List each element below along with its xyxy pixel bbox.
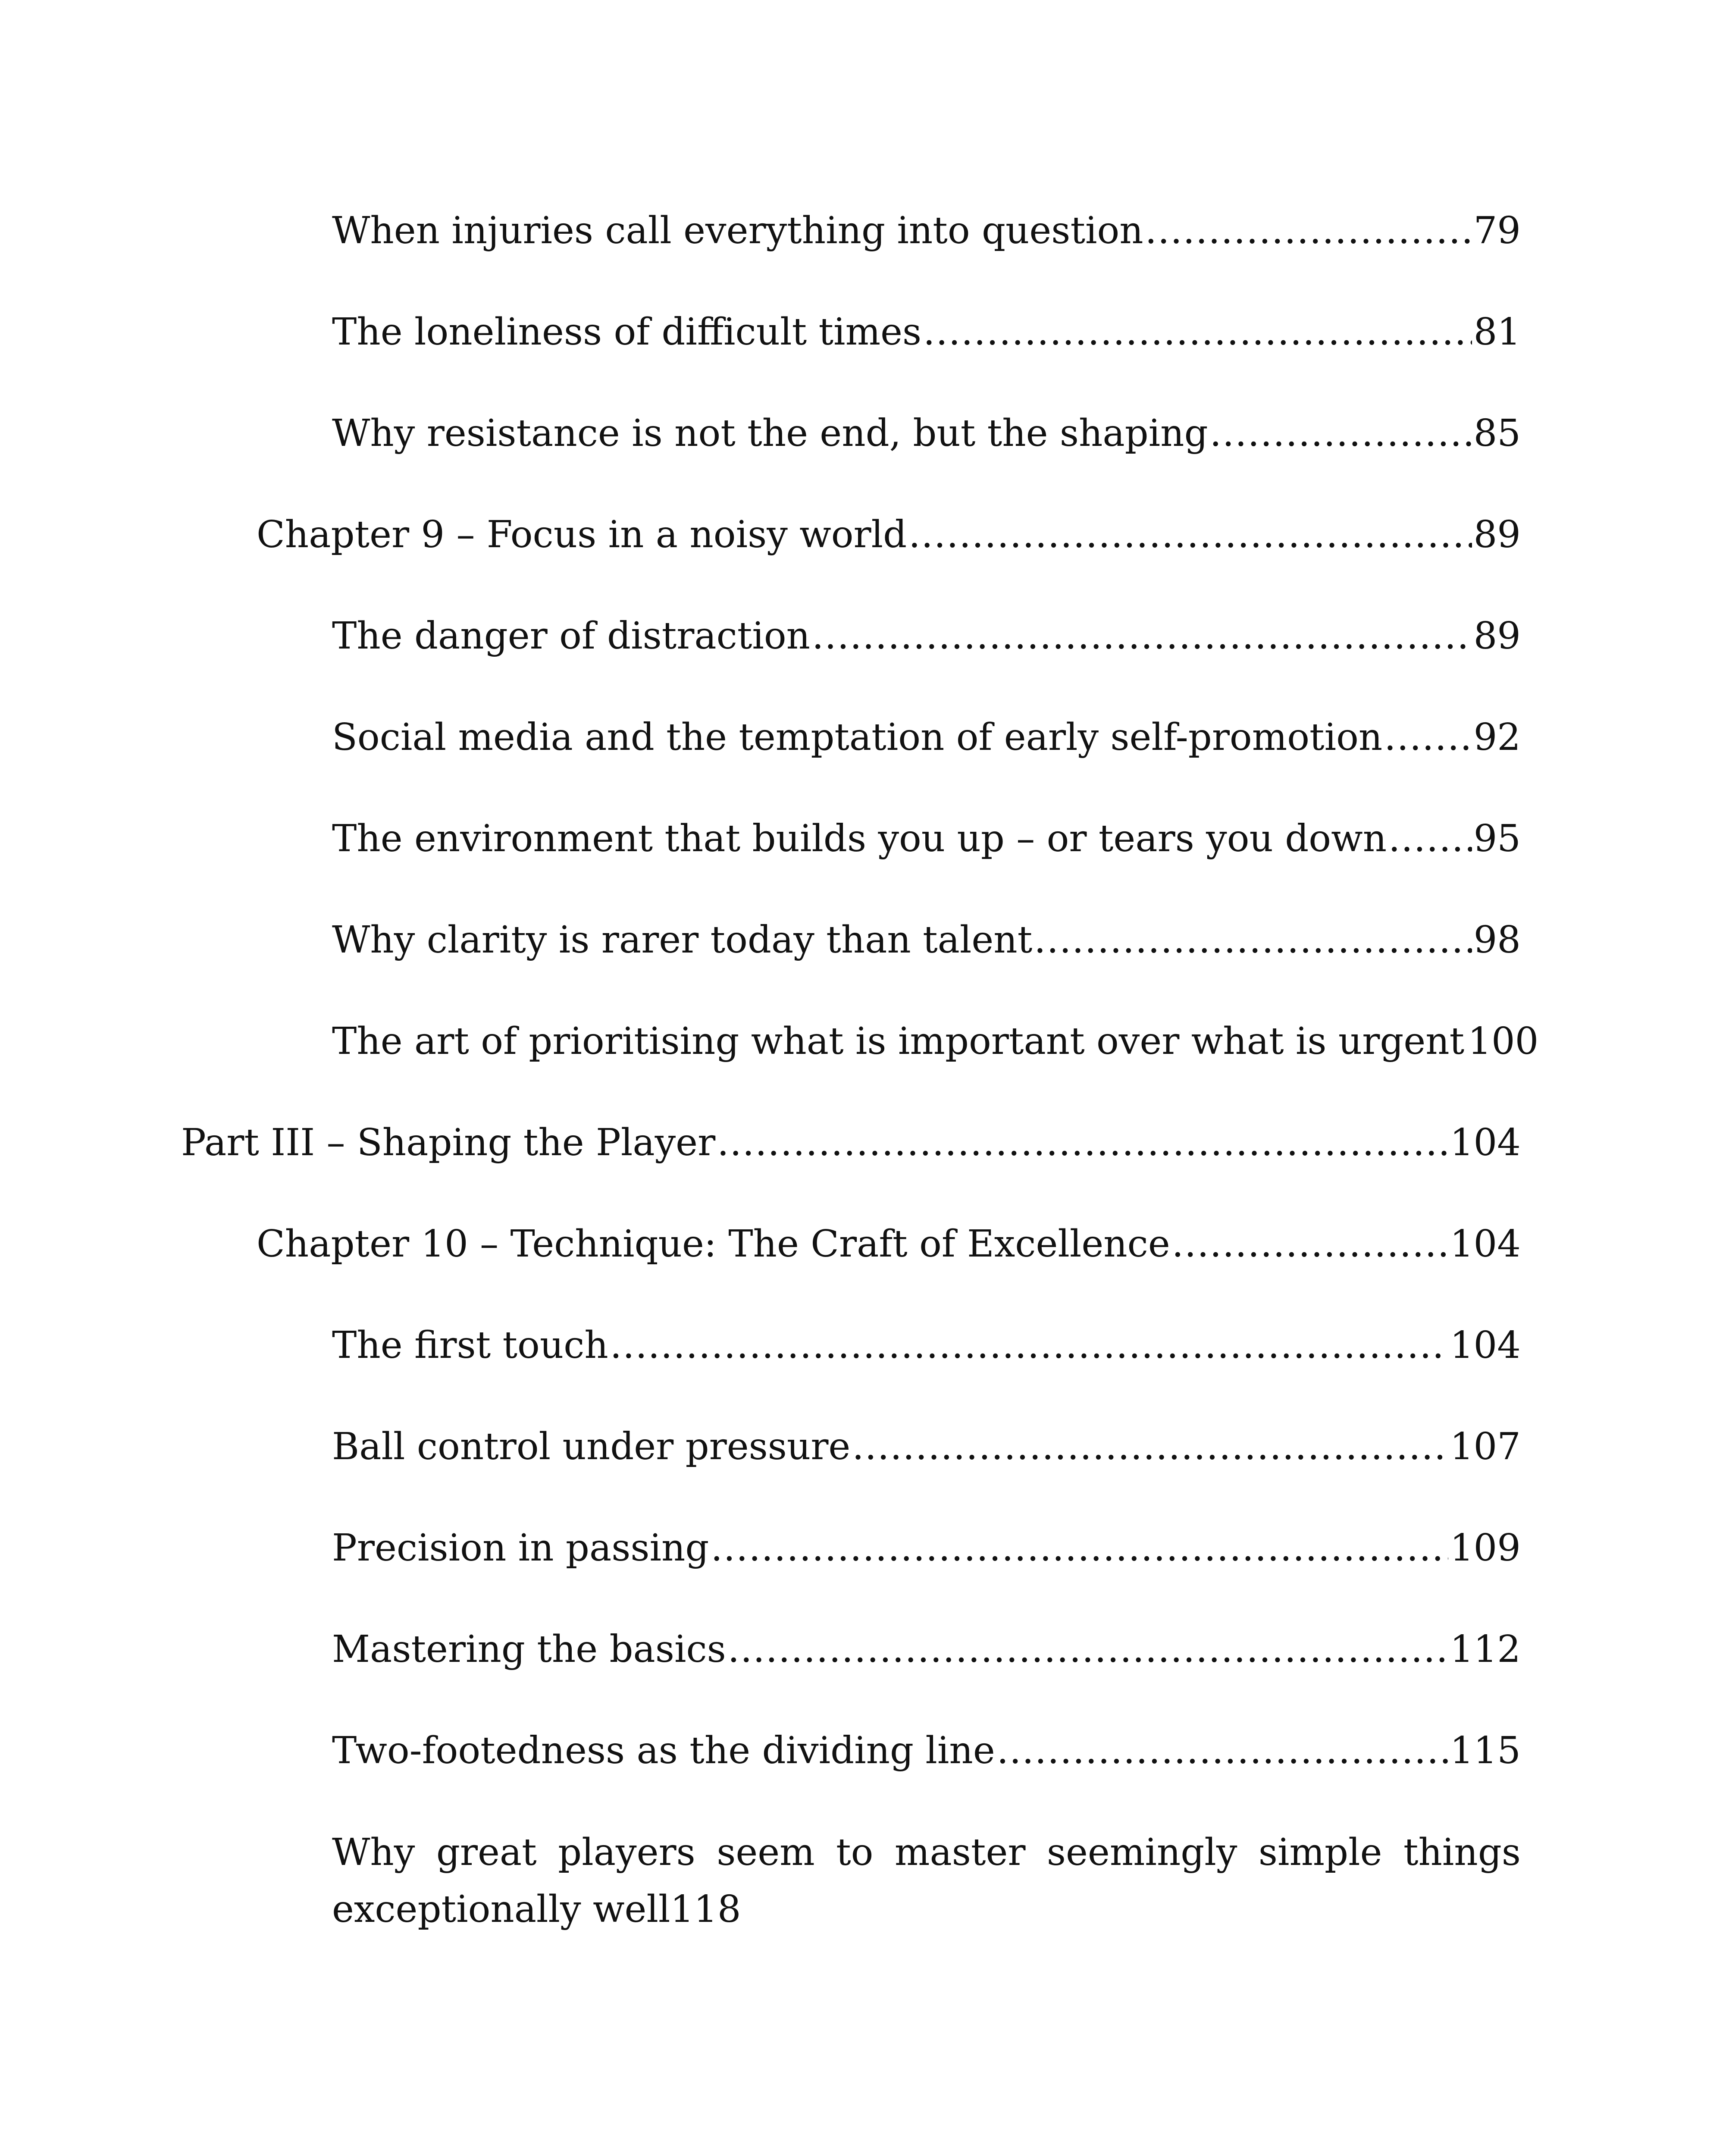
toc-entry-page: 118: [670, 1888, 741, 1931]
toc-entry-title: Chapter 9 – Focus in a noisy world: [257, 513, 907, 556]
toc-entry[interactable]: [332, 1020, 1539, 1063]
toc-entry-page: 95: [1473, 817, 1521, 860]
toc-entry-title-line2-row: [332, 1881, 1521, 1938]
dot-leader: [1172, 1222, 1448, 1266]
dot-leader: [1034, 918, 1472, 962]
toc-entry-page: 104: [1450, 1222, 1521, 1266]
toc-entry[interactable]: [332, 817, 1521, 860]
toc-entry-title: Ball control under pressure: [332, 1425, 851, 1468]
toc-entry-page: 79: [1473, 209, 1521, 252]
toc-entry-page: 92: [1473, 716, 1521, 759]
toc-entry-page: 89: [1473, 513, 1521, 556]
toc-entry-page: 85: [1473, 412, 1521, 455]
dot-leader: [717, 1121, 1448, 1164]
toc-entry[interactable]: [332, 614, 1521, 658]
toc-entry[interactable]: [332, 716, 1521, 759]
dot-leader: [812, 614, 1472, 658]
toc-entry-title: The danger of distraction: [332, 614, 811, 658]
dot-leader: [711, 1526, 1448, 1570]
toc-entry-page: 89: [1473, 614, 1521, 658]
toc-entry-page: 98: [1473, 918, 1521, 962]
toc-entry-title: Two-footedness as the dividing line: [332, 1729, 995, 1772]
toc-entry-page: 109: [1450, 1526, 1521, 1570]
toc-entry-page: 115: [1450, 1729, 1521, 1772]
toc-entry-title: The first touch: [332, 1324, 608, 1367]
toc-entry[interactable]: [332, 209, 1521, 252]
toc-entry-page: 107: [1450, 1425, 1521, 1468]
toc-entry[interactable]: [332, 310, 1521, 354]
toc-entry[interactable]: [332, 1324, 1521, 1367]
toc-entry-chapter[interactable]: [257, 1222, 1521, 1266]
toc-entry-title: When injuries call everything into question: [332, 209, 1143, 252]
toc-entry-title: Why clarity is rarer today than talent: [332, 918, 1033, 962]
toc-entry-title: The loneliness of difficult times: [332, 310, 922, 354]
dot-leader: [1388, 817, 1472, 860]
dot-leader: [1384, 716, 1472, 759]
toc-entry[interactable]: [332, 918, 1521, 962]
toc-entry-title: Social media and the temptation of early self-promotion: [332, 716, 1383, 759]
toc-entry-page: 104: [1450, 1324, 1521, 1367]
dot-leader: [610, 1324, 1448, 1367]
toc-entry-title-line1: Why great players seem to master seemingly simple things: [332, 1831, 1521, 1874]
dot-leader: [997, 1729, 1448, 1772]
toc-entry-page: 104: [1450, 1121, 1521, 1164]
dot-leader: [1145, 209, 1472, 252]
toc-entry-part[interactable]: [181, 1121, 1521, 1164]
toc-entry-title-line2: exceptionally well: [332, 1888, 670, 1931]
dot-leader: [908, 513, 1472, 556]
dot-leader: [728, 1628, 1448, 1671]
toc-entry[interactable]: [332, 1425, 1521, 1468]
dot-leader: [852, 1425, 1448, 1468]
toc-entry-title: The environment that builds you up – or tears you down: [332, 817, 1387, 860]
toc-entry[interactable]: [332, 1729, 1521, 1772]
dot-leader: [923, 310, 1472, 354]
toc-entry-title: Part III – Shaping the Player: [181, 1121, 716, 1164]
toc-entry[interactable]: [332, 1526, 1521, 1570]
toc-entry[interactable]: [332, 1824, 1521, 1938]
toc-entry-title: The art of prioritising what is important over what is urgent: [332, 1020, 1465, 1063]
dot-leader: [1210, 412, 1472, 455]
toc-entry-chapter[interactable]: [257, 513, 1521, 556]
toc-entry[interactable]: [332, 1628, 1521, 1671]
toc-entry-title: Precision in passing: [332, 1526, 709, 1570]
toc-entry-title: Mastering the basics: [332, 1628, 726, 1671]
toc-entry-page: 100: [1468, 1020, 1539, 1063]
toc-entry-title: Chapter 10 – Technique: The Craft of Excellence: [257, 1222, 1170, 1266]
toc-entry[interactable]: [332, 412, 1521, 455]
toc-entry-title: Why resistance is not the end, but the shaping: [332, 412, 1208, 455]
toc-entry-page: 112: [1450, 1628, 1521, 1671]
toc-entry-page: 81: [1473, 310, 1521, 354]
